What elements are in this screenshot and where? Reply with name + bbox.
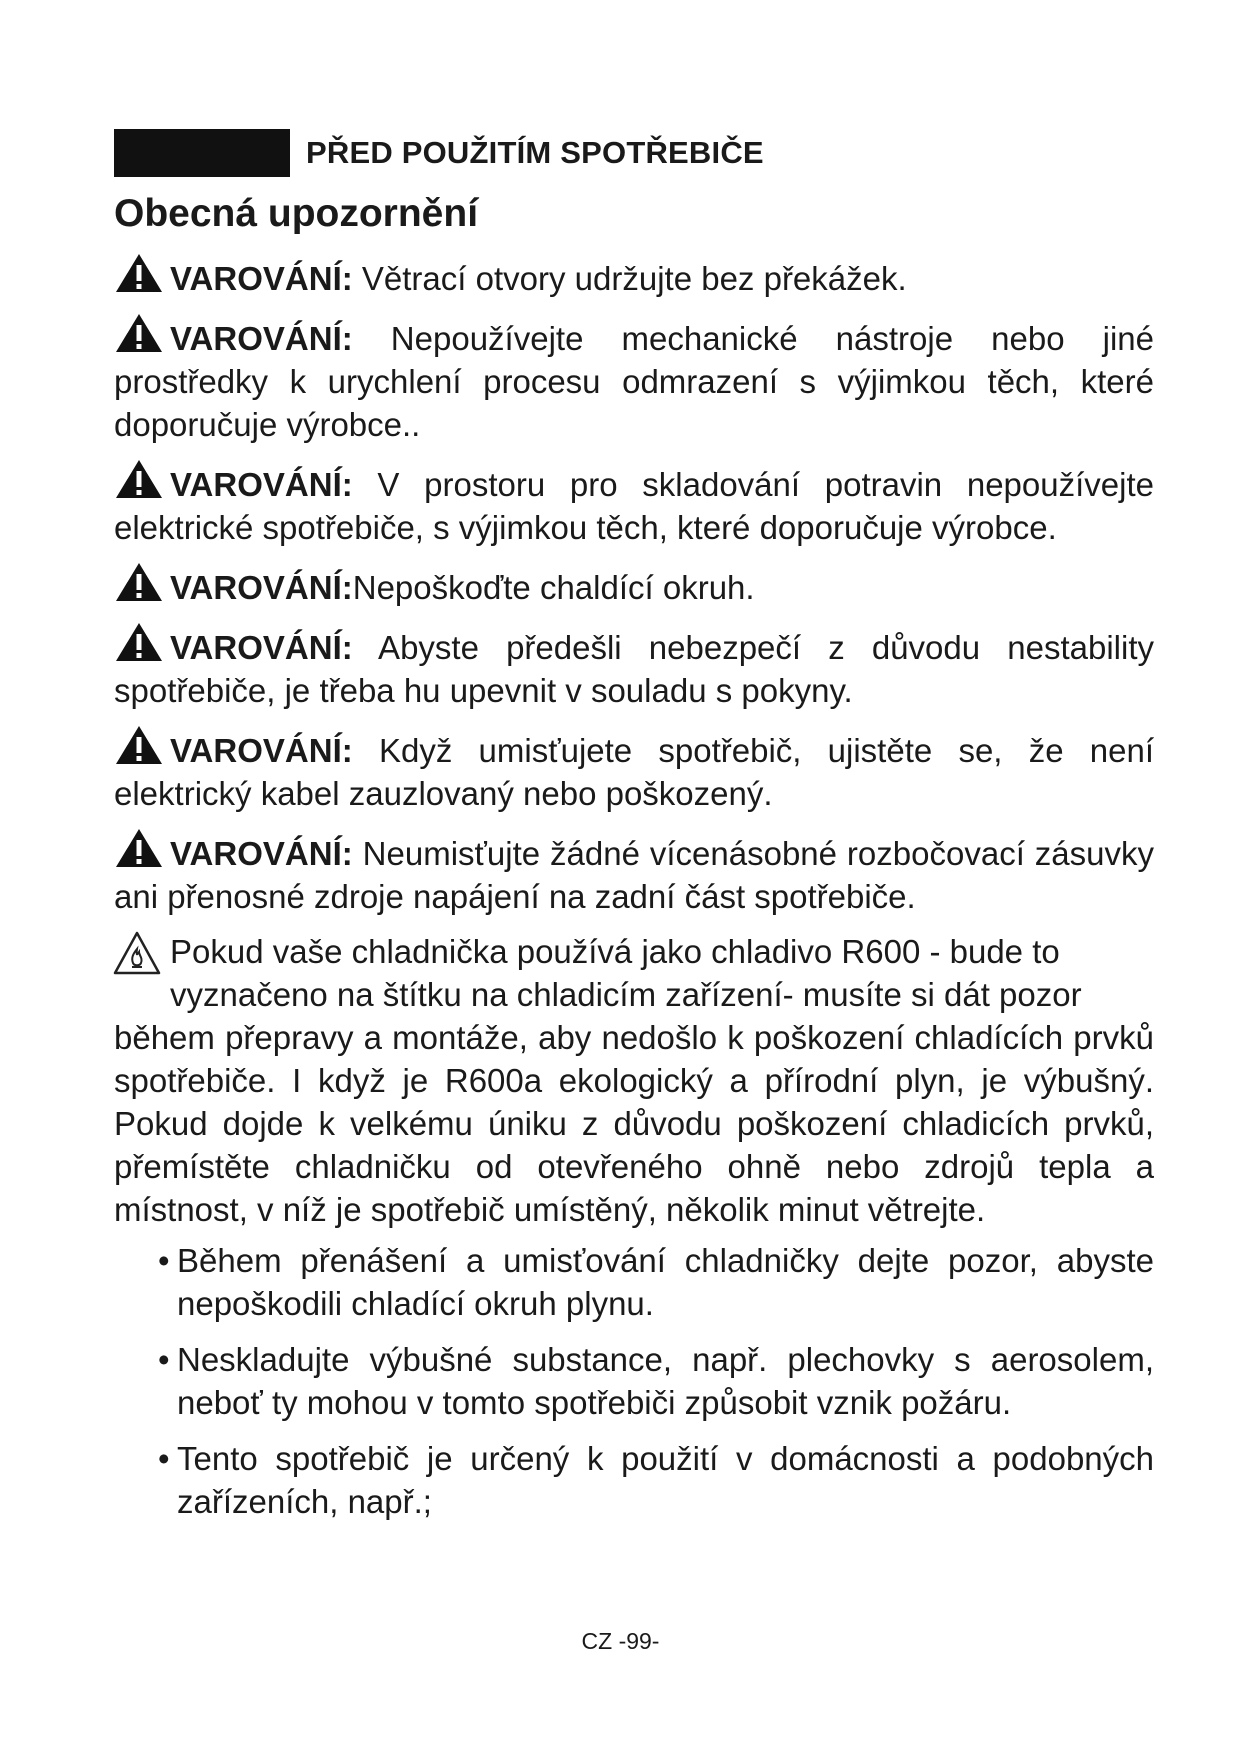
flammable-text: během přepravy a montáže, aby nedošlo k poškození chladících prvků spotřebiče. I když je R600a ekologický a přírodní plyn, je výbušný. Pokud dojde k velkému úniku z důvodu poškození chladicích prvků, přemístěte chladničku od otevřeného ohně nebo zdrojů tepla a místnost, v níž je spotřebič umístěný, několik minut větrejte. xyxy=(114,1019,1154,1228)
header-black-bar xyxy=(114,129,290,177)
warning-label: VAROVÁNÍ: xyxy=(170,320,353,357)
list-item-text: Tento spotřebič je určený k použití v domácnosti a podobných zařízeních, např.; xyxy=(177,1440,1154,1520)
list-item xyxy=(114,1437,1154,1523)
warning-label: VAROVÁNÍ: xyxy=(170,260,353,297)
section-title: PŘED POUŽITÍM SPOTŘEBIČE xyxy=(306,135,764,170)
warning-triangle-icon xyxy=(114,312,164,354)
warning-text: Větrací otvory udržujte bez překážek. xyxy=(352,260,907,297)
warning-label: VAROVÁNÍ: xyxy=(170,629,353,666)
warnings-list xyxy=(114,252,1154,918)
warning-text: Nepoškoďte chaldící okruh. xyxy=(352,569,755,606)
warning-paragraph xyxy=(114,312,1154,446)
flammable-refrigerant-notice xyxy=(114,930,1154,1231)
list-item-text: Neskladujte výbušné substance, např. plechovky s aerosolem, neboť ty mohou v tomto spotřebiči způsobit vznik požáru. xyxy=(177,1341,1154,1421)
warning-label: VAROVÁNÍ: xyxy=(170,732,353,769)
warning-text: Nepoužívejte mechanické nástroje nebo jiné prostředky k urychlení procesu odmrazení s výjimkou těch, které doporučuje výrobce.. xyxy=(114,320,1154,443)
warning-paragraph xyxy=(114,724,1154,815)
list-item xyxy=(114,1239,1154,1325)
warning-paragraph xyxy=(114,561,1154,609)
bullet-dot-icon: • xyxy=(158,1440,170,1477)
bullet-dot-icon: • xyxy=(158,1242,170,1279)
flammable-line-1: Pokud vaše chladnička používá jako chladivo R600 - bude to xyxy=(170,933,1060,970)
warning-paragraph xyxy=(114,827,1154,918)
flammable-line-2: vyznačeno na štítku na chladicím zařízení- musíte si dát pozor xyxy=(170,976,1082,1013)
warning-text: Když umisťujete spotřebič, ujistěte se, že není elektrický kabel zauzlovaný nebo poškozený. xyxy=(114,732,1154,812)
document-page xyxy=(114,128,1154,1536)
warning-triangle-icon xyxy=(114,252,164,294)
warning-text: V prostoru pro skladování potravin nepoužívejte elektrické spotřebiče, s výjimkou těch, které doporučuje výrobce. xyxy=(114,466,1154,546)
warning-triangle-icon xyxy=(114,724,164,766)
warning-triangle-icon xyxy=(114,561,164,603)
warning-label: VAROVÁNÍ: xyxy=(170,466,353,503)
bullet-list xyxy=(114,1239,1154,1523)
warning-label: VAROVÁNÍ: xyxy=(170,569,353,606)
warning-triangle-icon xyxy=(114,621,164,663)
list-item xyxy=(114,1338,1154,1424)
warning-text: Abyste předešli nebezpečí z důvodu nestability spotřebiče, je třeba hu upevnit v souladu s pokyny. xyxy=(114,629,1154,709)
flammable-warning-icon xyxy=(112,930,162,976)
page-number: CZ -99- xyxy=(581,1628,660,1654)
warning-label: VAROVÁNÍ: xyxy=(170,835,353,872)
warning-triangle-icon xyxy=(114,827,164,869)
page-subtitle: Obecná upozornění xyxy=(114,192,479,235)
warning-triangle-icon xyxy=(114,458,164,500)
list-item-text: Během přenášení a umisťování chladničky dejte pozor, abyste nepoškodili chladící okruh plynu. xyxy=(177,1242,1154,1322)
warning-paragraph xyxy=(114,252,1154,300)
section-header xyxy=(114,128,1154,178)
warning-paragraph xyxy=(114,621,1154,712)
warning-paragraph xyxy=(114,458,1154,549)
warning-text: Neumisťujte žádné vícenásobné rozbočovací zásuvky ani přenosné zdroje napájení na zadní část spotřebiče. xyxy=(114,835,1154,915)
bullet-dot-icon: • xyxy=(158,1341,170,1378)
